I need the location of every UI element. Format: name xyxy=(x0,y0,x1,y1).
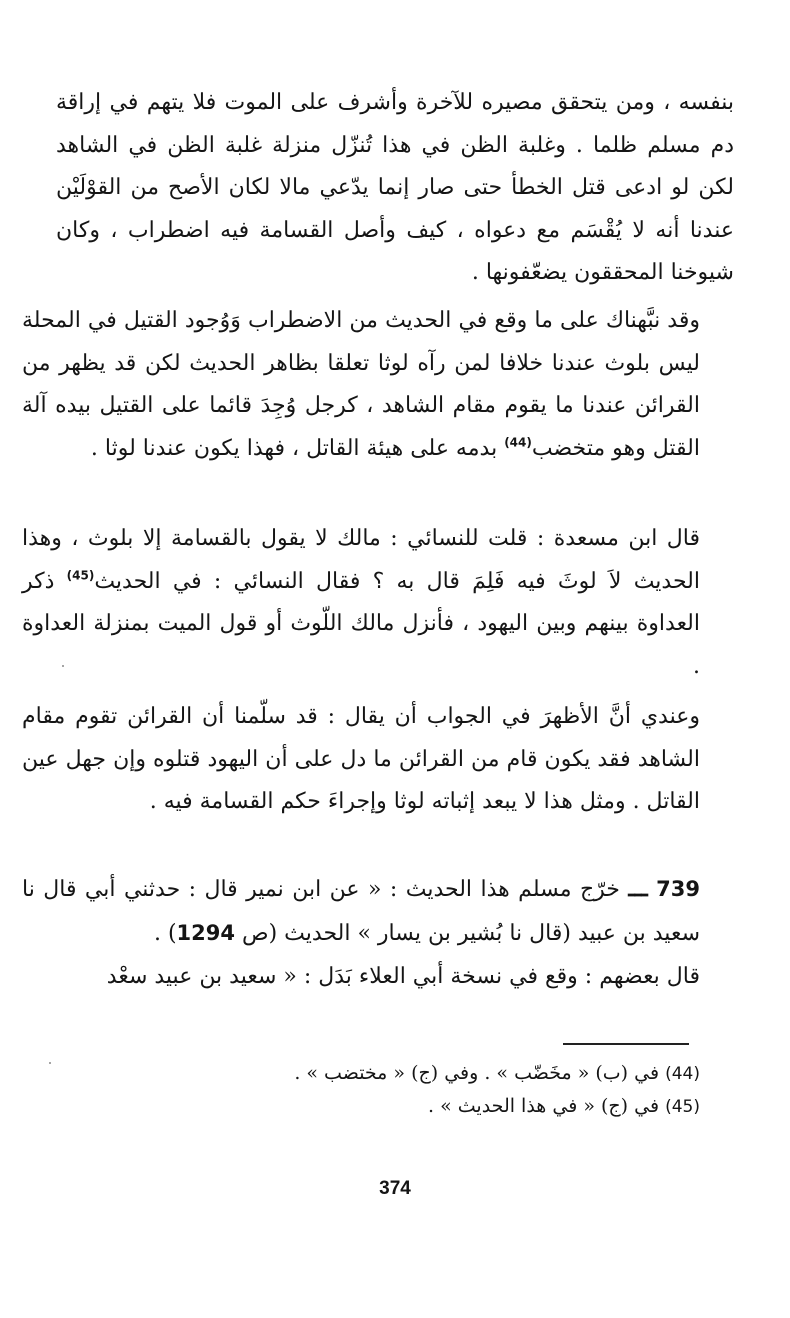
footnote-divider xyxy=(563,1043,689,1045)
scan-speck xyxy=(49,1062,51,1064)
paragraph-2 xyxy=(22,300,734,470)
footnote-text: في (ج) « في هذا الحديث » . xyxy=(428,1095,666,1117)
scan-speck xyxy=(62,665,64,667)
paragraph-4: وعندي أنَّ الأظهرَ في الجواب أن يقال : قد سلّمنا أن القرائن تقوم مقام الشاهد فقد يكون قام من القرائن ما دل على أن اليهود قتلوه وإن جهل عين القاتل . ومثل هذا لا يبعد إثباته لوثا وإجراءَ حكم القسامة فيه . xyxy=(22,704,700,814)
footnote-number: (45) xyxy=(665,1097,700,1117)
page-number: 374 xyxy=(379,1178,411,1199)
hadith-number: 739 xyxy=(656,877,700,901)
footnote-44 xyxy=(56,1057,700,1090)
footnote-ref-45[interactable]: (45) xyxy=(66,568,95,583)
paragraph-3-text-b: ذكر العداوة بينهم وبين اليهود ، فأنزل مالك اللّوث أو قول الميت بمنزلة العداوة . xyxy=(22,568,700,679)
paragraph-5-end: ) . xyxy=(153,920,177,946)
paragraph-5-text: خرّج مسلم هذا الحديث : « عن ابن نمير قال : حدثني أبي قال نا سعيد بن عبيد (قال نا بُشير بن يسار » الحديث (ص xyxy=(22,877,700,946)
footnote-number: (44) xyxy=(665,1064,700,1084)
paragraph-2-text-b: بدمه على هيئة القاتل ، فهذا يكون عندنا لوثا . xyxy=(90,435,505,461)
footnotes xyxy=(56,1057,734,1123)
footnote-45 xyxy=(56,1090,700,1123)
paragraph-3 xyxy=(22,518,734,688)
hadith-dash: ـــ xyxy=(628,876,648,902)
paragraph-1: بنفسه ، ومن يتحقق مصيره للآخرة وأشرف على الموت فلا يتهم في إراقة دم مسلم ظلما . وغلبة الظن في هذا تُنزّل منزلة غلبة الظن في الشاهد لكن لو ادعى قتل الخطأ حتى صار إنما يدّعي مالا لكان الأصح من القوْلَيْن عندنا أنه لا يُقْسَم مع دعواه ، كيف وأصل القسامة فيه اضطراب ، وكان شيوخنا المحققون يضعّفونها . xyxy=(56,90,734,285)
paragraph-5-hadith xyxy=(22,868,734,955)
page-reference: 1294 xyxy=(176,920,235,945)
paragraph-6: قال بعضهم : وقع في نسخة أبي العلاء بَدَل : « سعيد بن عبيد سعْد xyxy=(106,964,700,989)
paragraph-2-text-a: وقد نبَّهناك على ما وقع في الحديث من الاضطراب وَوُجود القتيل في المحلة ليس بلوث عندنا خلافا لمن رآه لوثا تعلقا بظاهر الحديث لكن قد يظهر من القرائن عندنا ما يقوم مقام الشاهد ، كرجل وُجِدَ قائما على القتيل بيده آلة القتل وهو متخضب xyxy=(22,308,700,461)
paragraph-3-text-a: قال ابن مسعدة : قلت للنسائي : مالك لا يقول بالقسامة إلا بلوث ، وهذا الحديث لاَ لوثَ فيه فَلِمَ قال به ؟ فقال النسائي : في الحديث xyxy=(22,526,700,594)
footnote-ref-44[interactable]: (44) xyxy=(504,435,532,450)
footnote-text: في (ب) « مخَضّب » . وفي (ج) « مختضب » . xyxy=(294,1062,666,1084)
